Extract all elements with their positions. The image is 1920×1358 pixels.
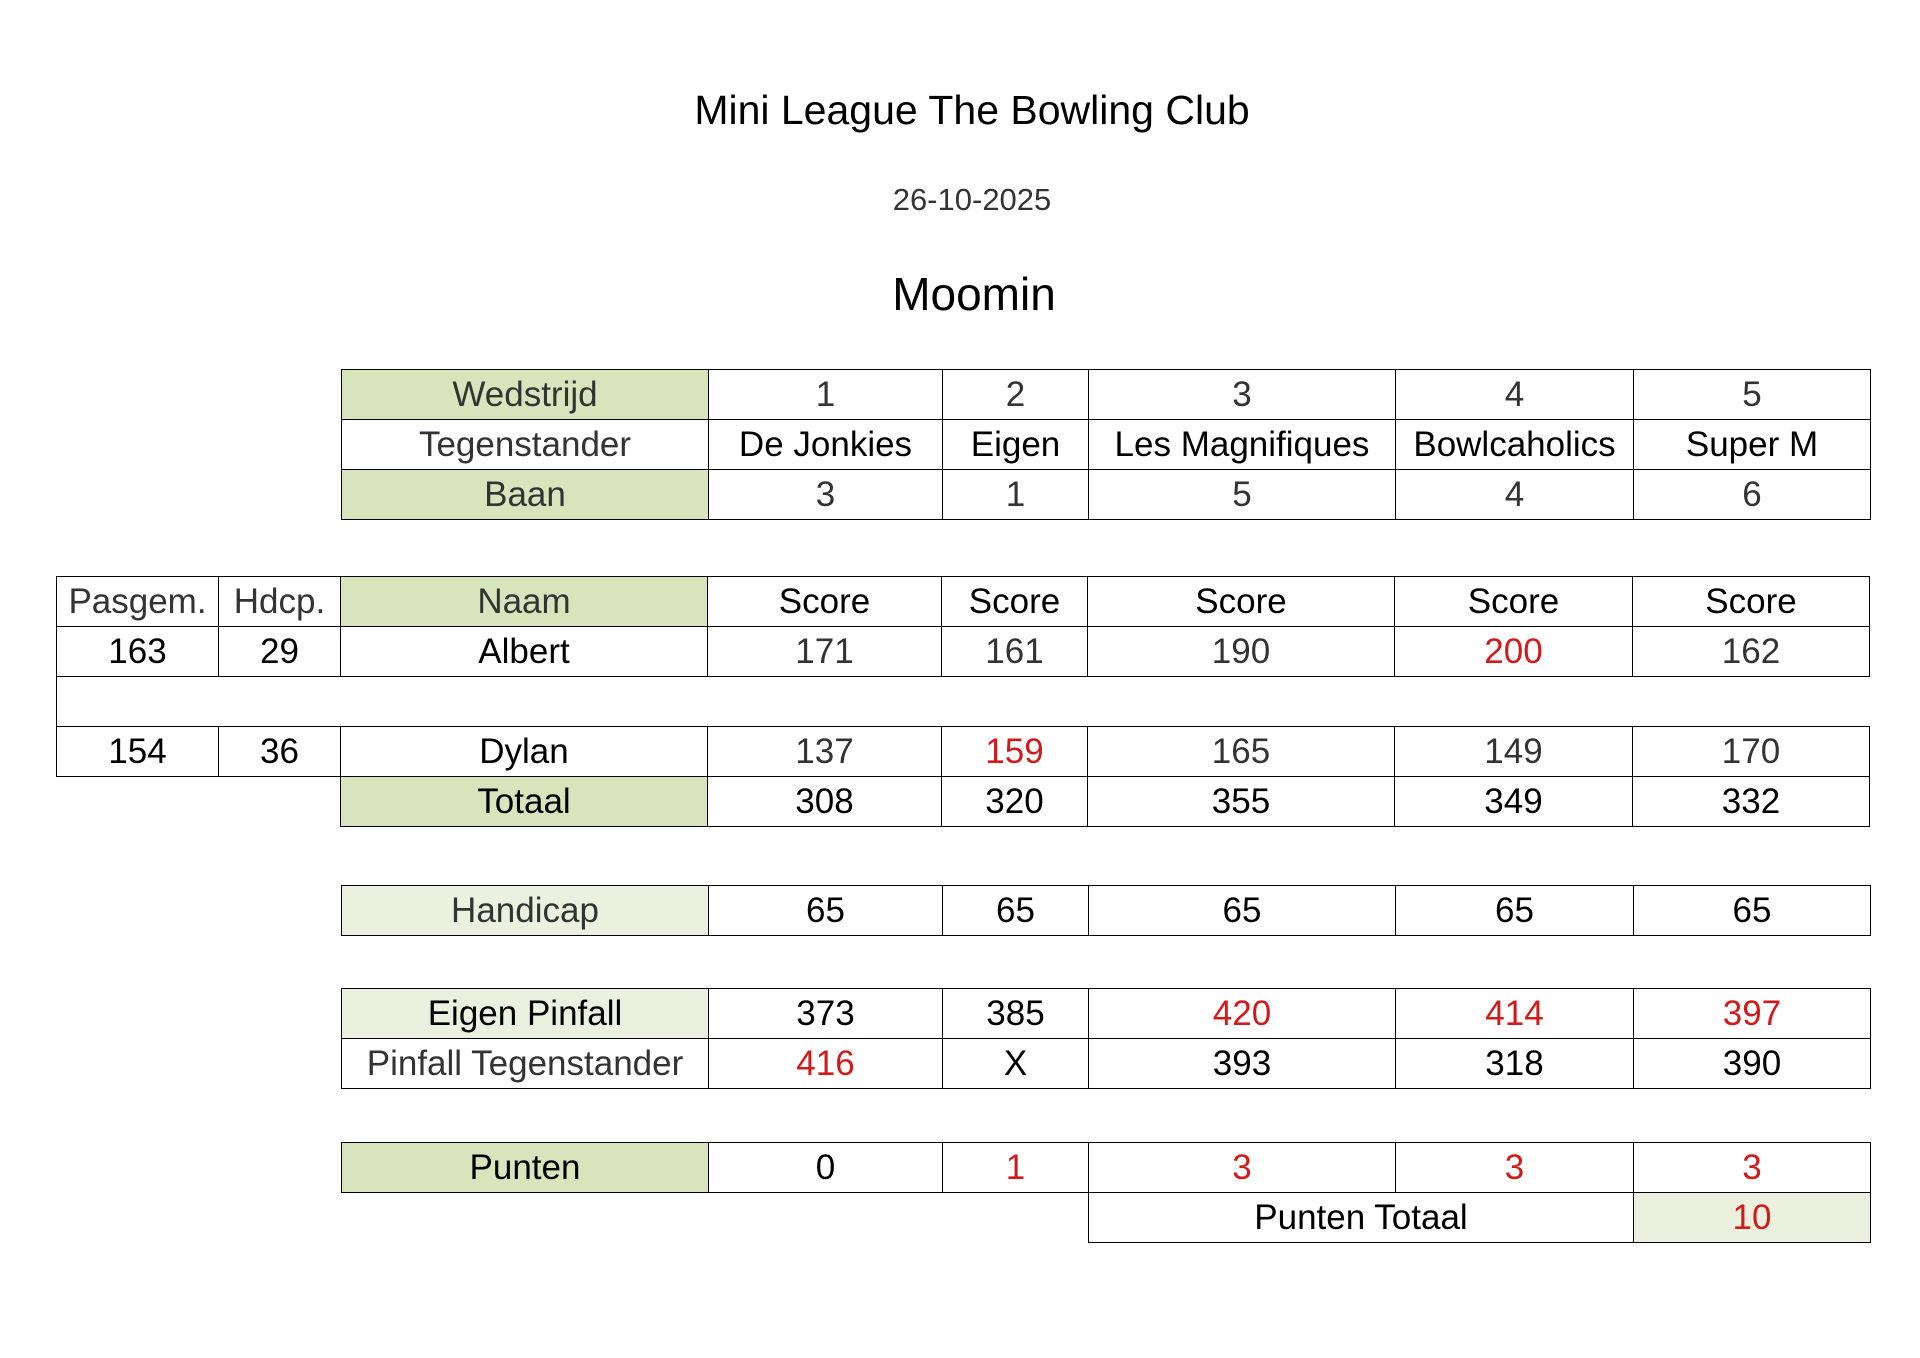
scores-header-row [57, 577, 1870, 627]
eigen-pinfall-value: 420 [1089, 989, 1396, 1039]
punten-value: 0 [709, 1143, 943, 1193]
baan-row [342, 470, 1871, 520]
tegenstander-label: Tegenstander [342, 420, 709, 470]
player-score-high: 159 [942, 727, 1088, 777]
player-row [57, 727, 1870, 777]
match-info-table [341, 369, 1871, 520]
handicap-row [342, 886, 1871, 936]
wedstrijd-row [342, 370, 1871, 420]
empty-cell [219, 777, 341, 827]
pinfall-table [341, 988, 1871, 1089]
player-score: 165 [1088, 727, 1395, 777]
punten-totaal-value: 10 [1634, 1193, 1871, 1243]
match-number: 3 [1089, 370, 1396, 420]
total-score: 320 [942, 777, 1088, 827]
team-name: Moomin [892, 268, 1056, 320]
lane-number: 1 [943, 470, 1089, 520]
player-score: 161 [942, 627, 1088, 677]
tegenstander-pinfall-value: 318 [1396, 1039, 1634, 1089]
player-score-high: 200 [1395, 627, 1633, 677]
page-title: Mini League The Bowling Club [694, 87, 1250, 133]
total-score: 332 [1633, 777, 1870, 827]
baan-label: Baan [342, 470, 709, 520]
empty-cell [709, 1193, 943, 1243]
total-score: 349 [1395, 777, 1633, 827]
empty-cell [943, 1193, 1089, 1243]
score-header: Score [1395, 577, 1633, 627]
match-number: 5 [1634, 370, 1871, 420]
player-pasgem: 163 [57, 627, 219, 677]
lane-number: 4 [1396, 470, 1634, 520]
eigen-pinfall-value: 373 [709, 989, 943, 1039]
player-score: 162 [1633, 627, 1870, 677]
tegenstander-pinfall-label: Pinfall Tegenstander [342, 1039, 709, 1089]
punten-value: 3 [1089, 1143, 1396, 1193]
score-header: Score [1088, 577, 1395, 627]
player-score: 171 [708, 627, 942, 677]
tegenstander-pinfall-row [342, 1039, 1871, 1089]
tegenstander-pinfall-value: X [943, 1039, 1089, 1089]
eigen-pinfall-label: Eigen Pinfall [342, 989, 709, 1039]
opponent-name: Bowlcaholics [1396, 420, 1634, 470]
handicap-value: 65 [1089, 886, 1396, 936]
punten-totaal-label: Punten Totaal [1089, 1193, 1634, 1243]
opponent-name: De Jonkies [709, 420, 943, 470]
player-name: Dylan [341, 727, 708, 777]
punten-totaal-row [342, 1193, 1871, 1243]
points-table [341, 1142, 1871, 1243]
handicap-value: 65 [943, 886, 1089, 936]
player-score: 190 [1088, 627, 1395, 677]
score-header: Score [942, 577, 1088, 627]
eigen-pinfall-value: 385 [943, 989, 1089, 1039]
total-score: 355 [1088, 777, 1395, 827]
punten-value: 3 [1634, 1143, 1871, 1193]
spacer-cell [57, 677, 1870, 727]
handicap-value: 65 [1634, 886, 1871, 936]
total-score: 308 [708, 777, 942, 827]
lane-number: 5 [1089, 470, 1396, 520]
player-hdcp: 29 [219, 627, 341, 677]
opponent-name: Les Magnifiques [1089, 420, 1396, 470]
spacer-row [57, 677, 1870, 727]
tegenstander-pinfall-value: 393 [1089, 1039, 1396, 1089]
punten-value: 3 [1396, 1143, 1634, 1193]
player-hdcp: 36 [219, 727, 341, 777]
handicap-label: Handicap [342, 886, 709, 936]
score-header: Score [1633, 577, 1870, 627]
hdcp-header: Hdcp. [219, 577, 341, 627]
handicap-value: 65 [1396, 886, 1634, 936]
handicap-table [341, 885, 1871, 936]
lane-number: 3 [709, 470, 943, 520]
tegenstander-row [342, 420, 1871, 470]
player-pasgem: 154 [57, 727, 219, 777]
handicap-value: 65 [709, 886, 943, 936]
punten-value: 1 [943, 1143, 1089, 1193]
empty-cell [342, 1193, 709, 1243]
scores-table [56, 576, 1870, 827]
empty-cell [57, 777, 219, 827]
player-score: 137 [708, 727, 942, 777]
lane-number: 6 [1634, 470, 1871, 520]
player-score: 170 [1633, 727, 1870, 777]
eigen-pinfall-value: 397 [1634, 989, 1871, 1039]
eigen-pinfall-row [342, 989, 1871, 1039]
player-score: 149 [1395, 727, 1633, 777]
opponent-name: Super M [1634, 420, 1871, 470]
tegenstander-pinfall-value: 390 [1634, 1039, 1871, 1089]
score-header: Score [708, 577, 942, 627]
totaal-row [57, 777, 1870, 827]
player-name: Albert [341, 627, 708, 677]
match-date: 26-10-2025 [892, 182, 1052, 217]
eigen-pinfall-value: 414 [1396, 989, 1634, 1039]
match-number: 4 [1396, 370, 1634, 420]
totaal-label: Totaal [341, 777, 708, 827]
tegenstander-pinfall-value: 416 [709, 1039, 943, 1089]
pasgem-header: Pasgem. [57, 577, 219, 627]
match-number: 1 [709, 370, 943, 420]
player-row [57, 627, 1870, 677]
punten-row [342, 1143, 1871, 1193]
naam-header: Naam [341, 577, 708, 627]
opponent-name: Eigen [943, 420, 1089, 470]
match-number: 2 [943, 370, 1089, 420]
wedstrijd-label: Wedstrijd [342, 370, 709, 420]
punten-label: Punten [342, 1143, 709, 1193]
